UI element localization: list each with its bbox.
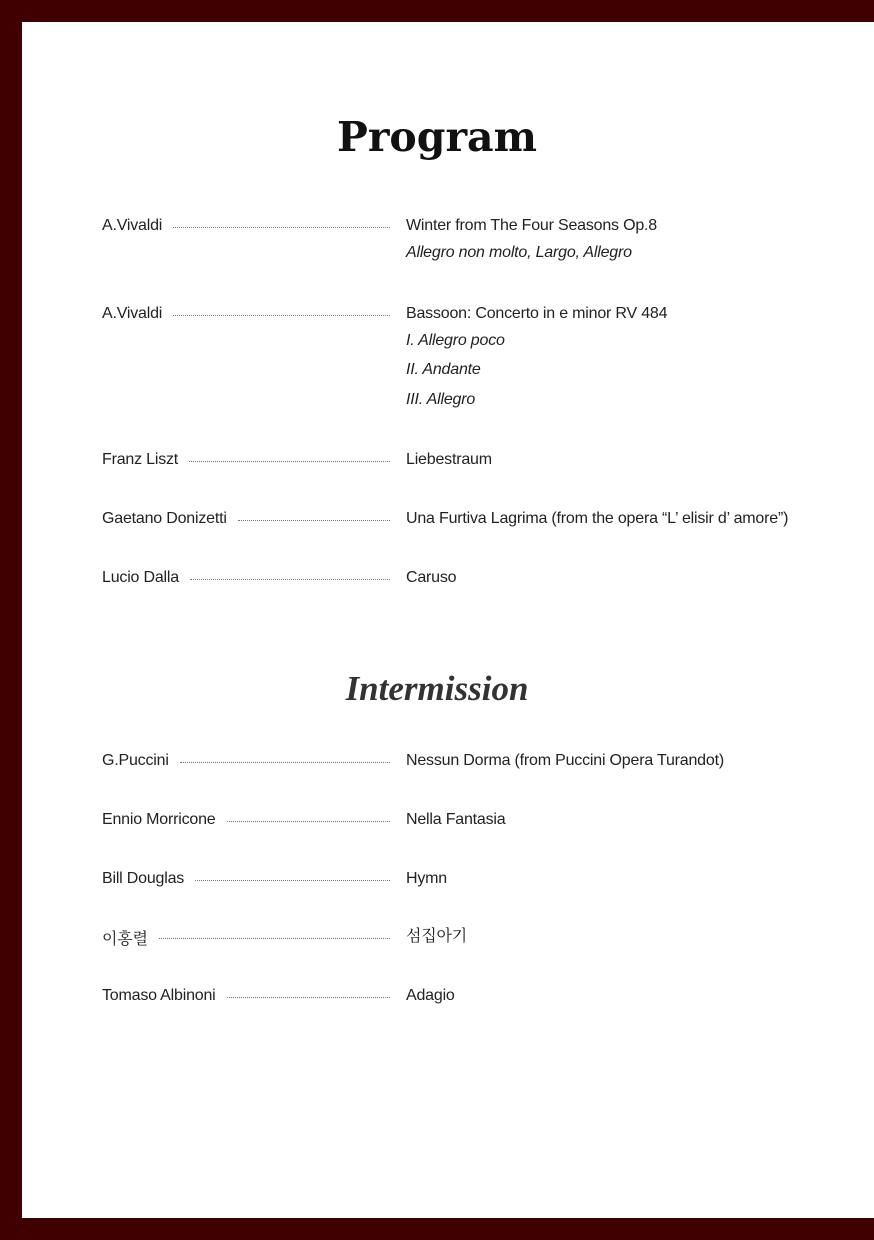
- page-title: Program: [337, 113, 537, 161]
- work-title: Liebestraum: [406, 451, 492, 468]
- work-title: 섬집아기: [406, 928, 468, 945]
- dotted-leader: [238, 520, 390, 521]
- program-entry: [102, 808, 852, 832]
- work-title: Nessun Dorma (from Puccini Opera Turandot): [406, 752, 724, 769]
- program-entry: [102, 214, 852, 267]
- movement: I. Allegro poco: [406, 332, 505, 349]
- composer-name: A.Vivaldi: [102, 305, 163, 322]
- dotted-leader: [159, 938, 390, 939]
- work-details: [406, 867, 447, 891]
- intermission-heading: Intermission: [345, 669, 529, 708]
- work-title: Bassoon: Concerto in e minor RV 484: [406, 305, 668, 322]
- program-entry: [102, 925, 852, 949]
- composer-column: [102, 749, 390, 773]
- work-details: [406, 566, 456, 590]
- work-details: [406, 214, 657, 267]
- work-title: Caruso: [406, 569, 457, 586]
- dotted-leader: [195, 880, 390, 881]
- composer-name: Franz Liszt: [102, 451, 179, 468]
- composer-column: [102, 867, 390, 891]
- work-title: Nella Fantasia: [406, 811, 506, 828]
- program-entry: [102, 507, 852, 531]
- work-details: [406, 984, 455, 1008]
- movement: Allegro non molto, Largo, Allegro: [406, 244, 632, 261]
- dotted-leader: [173, 227, 390, 228]
- composer-name: 이홍렬: [102, 930, 148, 948]
- program-entry: [102, 984, 852, 1008]
- program-page: [22, 22, 874, 1218]
- program-entry: [102, 867, 852, 891]
- composer-column: [102, 925, 390, 949]
- program-entry: [102, 302, 852, 414]
- program-entry: [102, 749, 852, 773]
- composer-name: Bill Douglas: [102, 870, 185, 887]
- composer-name: A.Vivaldi: [102, 217, 163, 234]
- dotted-leader: [189, 461, 390, 462]
- work-title: Una Furtiva Lagrima (from the opera “L’ elisir d’ amore”): [406, 510, 789, 527]
- composer-name: G.Puccini: [102, 752, 169, 769]
- work-details: [406, 302, 667, 414]
- work-details: [406, 507, 788, 531]
- dotted-leader: [173, 315, 390, 316]
- work-details: [406, 749, 724, 773]
- work-details: [406, 808, 505, 832]
- work-title: Adagio: [406, 987, 455, 1004]
- program-entry: [102, 566, 852, 590]
- dotted-leader: [180, 762, 390, 763]
- composer-column: [102, 507, 390, 531]
- composer-column: [102, 214, 390, 238]
- program-entry: [102, 448, 852, 472]
- composer-column: [102, 448, 390, 472]
- movement: II. Andante: [406, 361, 481, 379]
- dotted-leader: [227, 997, 390, 998]
- composer-column: [102, 984, 390, 1008]
- composer-name: Tomaso Albinoni: [102, 987, 216, 1004]
- composer-name: Gaetano Donizetti: [102, 510, 227, 527]
- composer-column: [102, 566, 390, 590]
- composer-name: Ennio Morricone: [102, 811, 216, 828]
- movement: III. Allegro: [406, 390, 476, 408]
- dotted-leader: [227, 821, 390, 822]
- dotted-leader: [190, 579, 390, 580]
- composer-column: [102, 302, 390, 326]
- composer-column: [102, 808, 390, 832]
- work-details: [406, 925, 467, 949]
- work-title: Hymn: [406, 870, 447, 887]
- work-title: Winter from The Four Seasons Op.8: [406, 217, 657, 234]
- work-details: [406, 448, 492, 472]
- composer-name: Lucio Dalla: [102, 569, 179, 586]
